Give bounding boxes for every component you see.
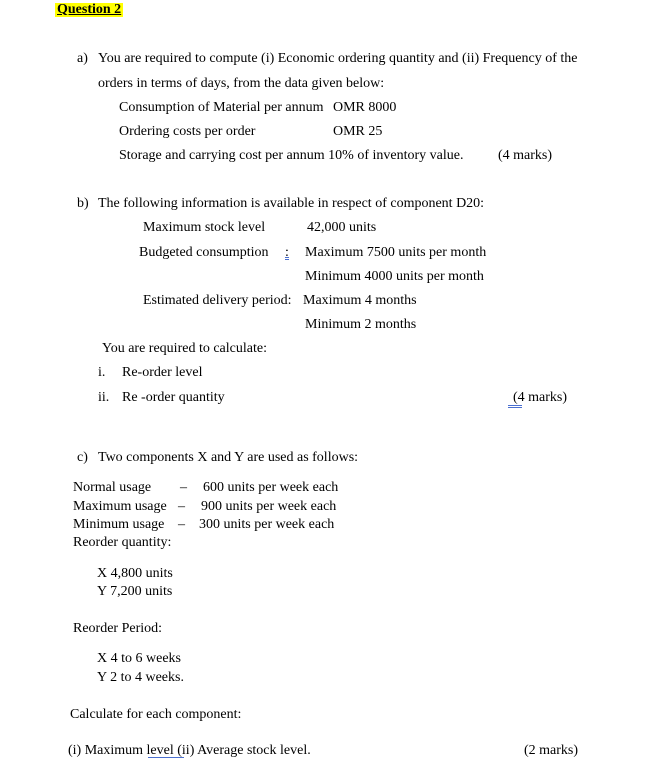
part-a-row-label: Ordering costs per order xyxy=(119,124,256,139)
budgeted-separator-text: : xyxy=(285,245,289,260)
usage-value: 900 units per week each xyxy=(201,499,337,514)
delivery-min: Minimum 2 months xyxy=(305,317,417,332)
reorder-quantity-label: Reorder quantity: xyxy=(73,535,172,550)
reorder-quantity-item: Y 7,200 units xyxy=(97,584,173,599)
part-c-label: c) xyxy=(77,450,88,465)
list-item-number: ii. xyxy=(98,390,110,405)
question-heading: Question 2 xyxy=(57,2,122,17)
list-item-number: i. xyxy=(98,365,106,380)
max-stock-value: 42,000 units xyxy=(307,220,377,235)
max-stock-label: Maximum stock level xyxy=(143,220,266,235)
delivery-period-label: Estimated delivery period: xyxy=(143,293,292,308)
part-c-final-line: (i) Maximum level (ii) Average stock level. xyxy=(68,743,311,758)
part-b-marks: (4 marks) xyxy=(513,390,568,405)
usage-dash: – xyxy=(180,480,187,495)
reorder-period-label: Reorder Period: xyxy=(73,621,163,636)
part-c-marks: (2 marks) xyxy=(524,743,579,758)
delivery-max: Maximum 4 months xyxy=(303,293,417,308)
usage-label: Maximum usage xyxy=(73,499,167,514)
part-b-calc-intro: You are required to calculate: xyxy=(102,341,267,356)
part-a-line-1: You are required to compute (i) Economic ordering quantity and (ii) Frequency of the xyxy=(98,51,578,66)
budgeted-separator xyxy=(285,246,289,260)
usage-dash: – xyxy=(178,517,185,532)
part-a-row-value: OMR 8000 xyxy=(333,100,397,115)
part-b-intro: The following information is available in respect of component D20: xyxy=(98,196,485,211)
usage-label: Normal usage xyxy=(73,480,152,495)
reorder-quantity-item: X 4,800 units xyxy=(97,566,173,581)
budgeted-consumption-label: Budgeted consumption xyxy=(139,245,269,260)
part-b-label: b) xyxy=(77,196,89,211)
usage-label: Minimum usage xyxy=(73,517,165,532)
part-a-row-label: Consumption of Material per annum xyxy=(119,100,324,115)
budgeted-min: Minimum 4000 units per month xyxy=(305,269,484,284)
part-a-row-value: OMR 25 xyxy=(333,124,383,139)
usage-value: 300 units per week each xyxy=(199,517,335,532)
usage-dash: – xyxy=(178,499,185,514)
budgeted-max: Maximum 7500 units per month xyxy=(305,245,487,260)
list-item-text: Re-order level xyxy=(122,365,203,380)
proofing-mark xyxy=(508,405,522,408)
part-a-row-label: Storage and carrying cost per annum 10% of inventory value. xyxy=(119,148,464,163)
part-a-label: a) xyxy=(77,51,88,66)
part-c-calc-intro: Calculate for each component: xyxy=(70,707,242,722)
list-item-text: Re -order quantity xyxy=(122,390,225,405)
part-a-marks: (4 marks) xyxy=(498,148,553,163)
part-c-intro: Two components X and Y are used as follows: xyxy=(98,450,359,465)
part-a-line-2: orders in terms of days, from the data given below: xyxy=(98,76,385,91)
reorder-period-item: Y 2 to 4 weeks. xyxy=(97,670,184,685)
usage-value: 600 units per week each xyxy=(203,480,339,495)
reorder-period-item: X 4 to 6 weeks xyxy=(97,651,181,666)
